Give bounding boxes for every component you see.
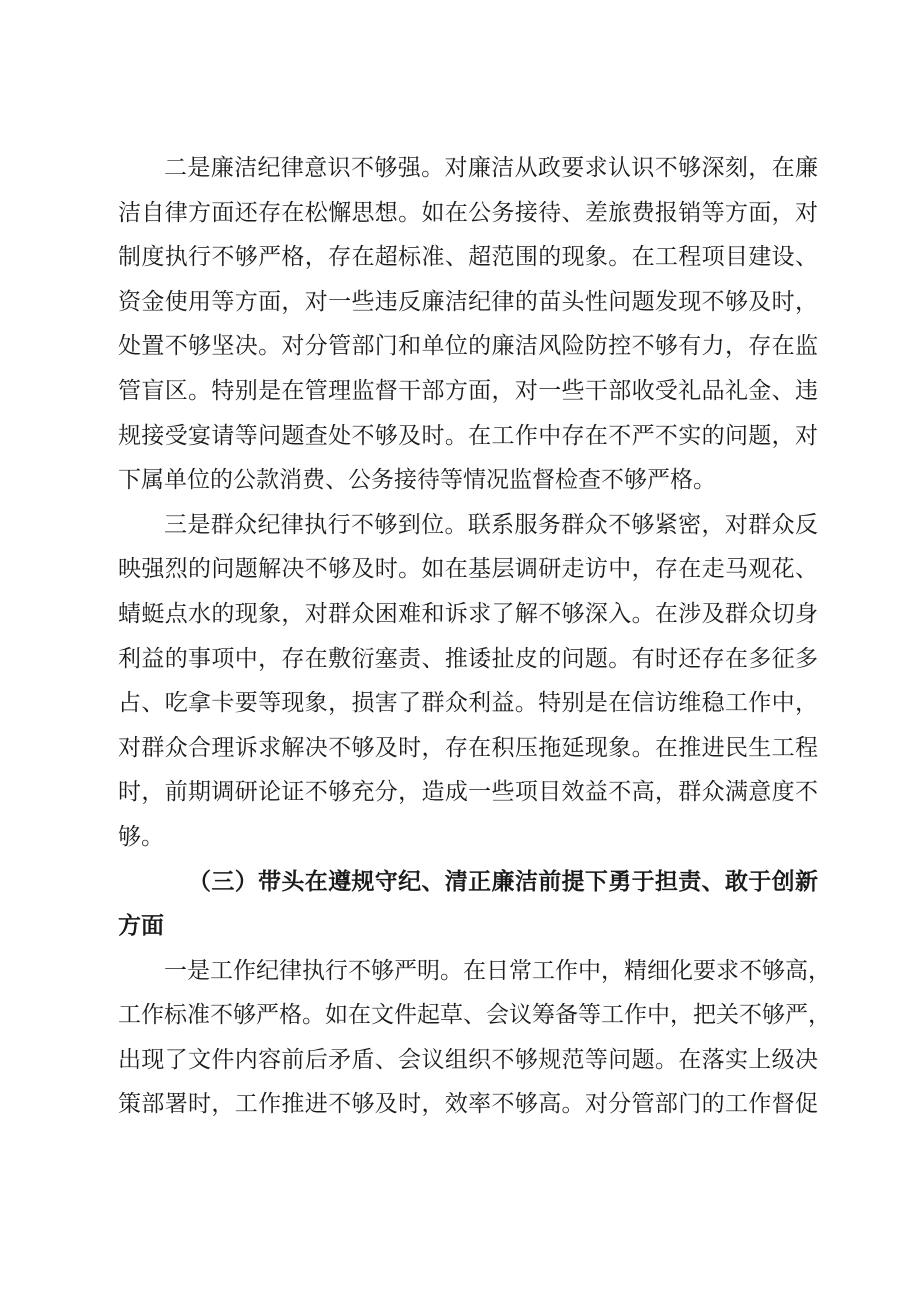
- heading-line: 方面: [118, 912, 164, 940]
- paragraph-work-discipline: [118, 949, 831, 1127]
- text-line: 规接受宴请等问题查处不够及时。在工作中存在不严不实的问题，对: [118, 422, 818, 449]
- paragraph-clean-discipline: [118, 146, 818, 503]
- text-line: 下属单位的公款消费、公务接待等情况监督检查不够严格。: [118, 467, 716, 494]
- text-line: 够。: [118, 823, 164, 850]
- text-line: 时，前期调研论证不够充分，造成一些项目效益不高，群众满意度不: [118, 779, 818, 806]
- text-line: 三是群众纪律执行不够到位。联系服务群众不够紧密，对群众反: [164, 511, 818, 538]
- paragraph-mass-discipline: [118, 503, 818, 860]
- document-body: [118, 146, 831, 1127]
- text-line: 资金使用等方面，对一些违反廉洁纪律的苗头性问题发现不够及时，: [118, 288, 818, 315]
- text-line: 制度执行不够严格，存在超标准、超范围的现象。在工程项目建设、: [118, 244, 818, 271]
- text-line: 工作标准不够严格。如在文件起草、会议筹备等工作中，把关不够严，: [118, 1002, 831, 1029]
- text-line: 对群众合理诉求解决不够及时，存在积压拖延现象。在推进民生工程: [118, 734, 818, 761]
- text-line: 蜻蜓点水的现象，对群众困难和诉求了解不够深入。在涉及群众切身: [118, 600, 818, 627]
- text-line: 占、吃拿卡要等现象，损害了群众利益。特别是在信访维稳工作中，: [118, 690, 818, 717]
- text-line: 洁自律方面还存在松懈思想。如在公务接待、差旅费报销等方面，对: [118, 199, 818, 226]
- heading-line: （三）带头在遵规守纪、清正廉洁前提下勇于担责、敢于创新: [188, 867, 818, 895]
- text-line: 映强烈的问题解决不够及时。如在基层调研走访中，存在走马观花、: [118, 556, 818, 583]
- text-line: 一是工作纪律执行不够严明。在日常工作中，精细化要求不够高，: [164, 957, 831, 984]
- text-line: 管盲区。特别是在管理监督干部方面，对一些干部收受礼品礼金、违: [118, 377, 818, 404]
- text-line: 利益的事项中，存在敷衍塞责、推诿扯皮的问题。有时还存在多征多: [118, 645, 818, 672]
- text-line: 策部署时，工作推进不够及时，效率不够高。对分管部门的工作督促: [118, 1091, 818, 1118]
- text-line: 处置不够坚决。对分管部门和单位的廉洁风险防控不够有力，存在监: [118, 333, 818, 360]
- text-line: 出现了文件内容前后矛盾、会议组织不够规范等问题。在落实上级决: [118, 1046, 818, 1073]
- text-line: 二是廉洁纪律意识不够强。对廉洁从政要求认识不够深刻，在廉: [164, 155, 818, 181]
- section-heading: [118, 860, 818, 949]
